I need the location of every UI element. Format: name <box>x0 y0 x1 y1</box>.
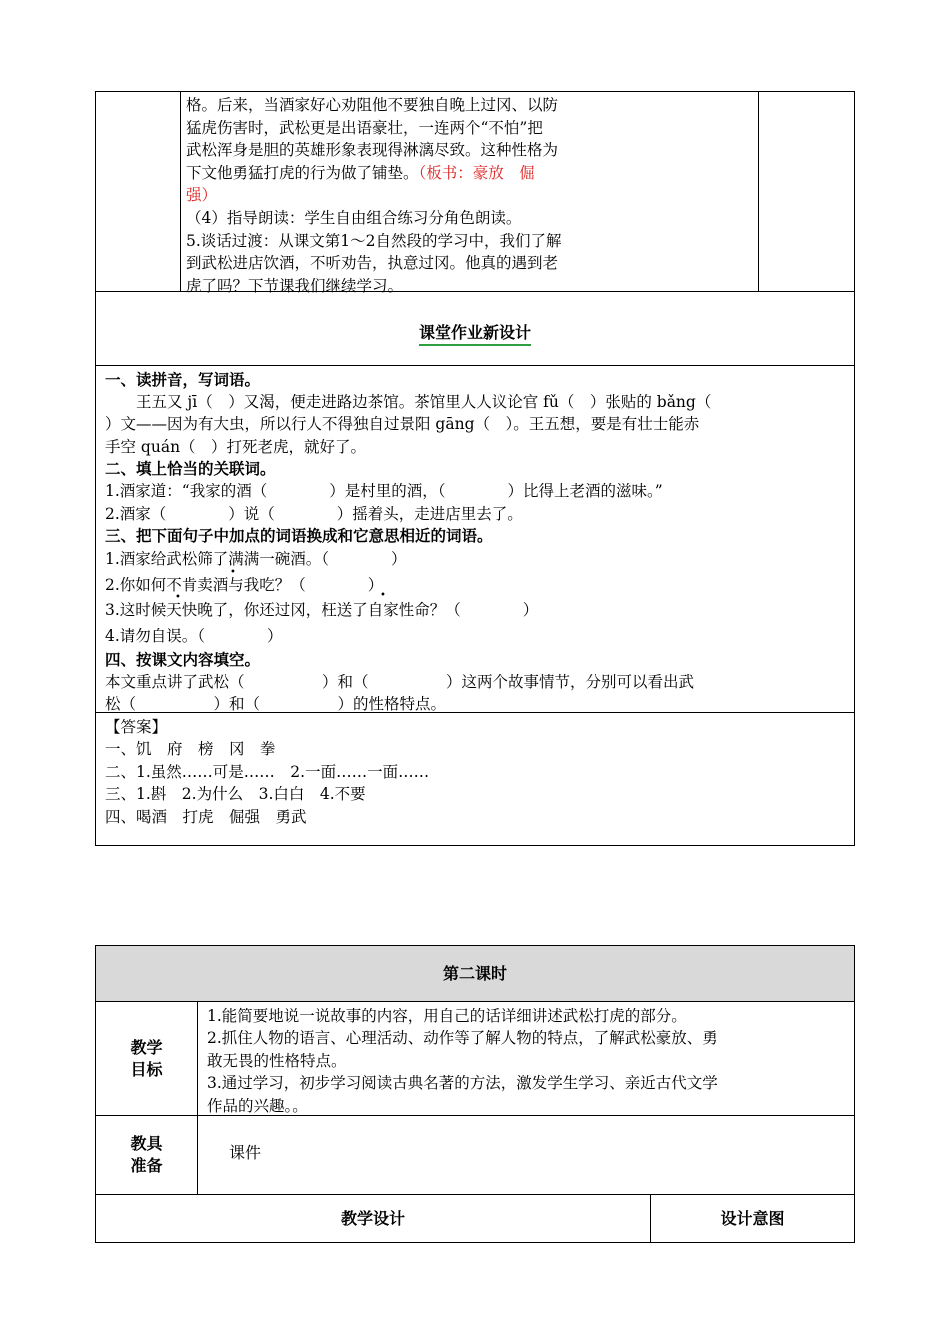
design-intent-label: 设计意图 <box>720 1209 785 1228</box>
section-title: 二、填上恰当的关联词。 <box>105 460 276 479</box>
answer-line: 一、饥 府 榜 冈 拳 <box>105 740 276 759</box>
answer-line: 三、1.斟 2.为什么 3.白白 4.不要 <box>105 785 366 804</box>
emphasis-dot: • <box>380 590 386 601</box>
design-header-row <box>96 1195 854 1242</box>
text-line <box>186 162 754 185</box>
teaching-tools-value: 课件 <box>229 1143 262 1162</box>
teaching-tools-label <box>96 1116 198 1194</box>
goal-line: 2.抓住人物的语言、心理活动、动作等了解人物的特点，了解武松豪放、勇 <box>207 1029 718 1048</box>
text-line: 虎了吗？下节课我们继续学习。 <box>186 276 404 295</box>
lesson-table-2 <box>95 945 855 1243</box>
text-line: 武松浑身是胆的英雄形象表现得淋漓尽致。这种性格为 <box>186 141 559 160</box>
section-title: 四、按课文内容填空。 <box>105 651 261 670</box>
text-line: 1.酒家道：“我家的酒（ ）是村里的酒，（ ）比得上老酒的滋味。” <box>105 482 663 501</box>
goal-line: 敢无畏的性格特点。 <box>207 1051 347 1070</box>
section-title: 一、读拼音，写词语。 <box>105 371 261 389</box>
teaching-goals-content <box>198 1002 854 1117</box>
text-line: 松（ ）和（ ）的性格特点。 <box>105 695 447 714</box>
answers-row <box>96 714 854 845</box>
text-line: ）文——因为有大虫，所以行人不得独自过景阳 gāng（ ）。王五想，要是有壮士能赤 <box>105 415 700 434</box>
teaching-design-label: 教学设计 <box>96 1195 651 1242</box>
label-line: 目标 <box>130 1059 163 1079</box>
exercises-row <box>96 366 854 713</box>
text-line: 3.这时候天快晚了，你还过冈，枉送了自家性命？（ ） <box>105 601 539 620</box>
text-line: 2.酒家（ ）说（ ）摇着头，走进店里去了。 <box>105 504 523 523</box>
lesson-period-title: 第二课时 <box>96 946 854 1002</box>
emphasis-dot: • <box>230 567 236 578</box>
text-line: 格。后来，当酒家好心劝阻他不要独自晚上过冈、以防 <box>186 96 559 114</box>
goal-line: 3.通过学习，初步学习阅读古典名著的方法，激发学生学习、亲近古代文学 <box>207 1074 718 1093</box>
text-line: 2.你如何不肯卖酒与我吃？（ ） <box>105 575 384 594</box>
emphasis-dot: • <box>175 592 181 603</box>
lesson-content-cell <box>181 92 759 295</box>
goal-line: 作品的兴趣。。 <box>207 1096 308 1115</box>
text-line: （4）指导朗读：学生自由组合练习分角色朗读。 <box>186 208 522 227</box>
label-line: 教学 <box>130 1037 163 1057</box>
teaching-goals-label <box>96 1002 198 1115</box>
text-line: 5.谈话过渡：从课文第1～2自然段的学习中，我们了解 <box>186 231 562 250</box>
homework-title: 课堂作业新设计 <box>419 320 531 346</box>
lesson-table-1 <box>95 91 855 846</box>
label-line: 准备 <box>130 1156 163 1175</box>
text-line: 本文重点讲了武松（ ）和（ ）这两个故事情节，分别可以看出武 <box>105 673 695 692</box>
text-line: 到武松进店饮酒，不听劝告，执意过冈。他真的遇到老 <box>186 254 559 273</box>
answers-title: 【答案】 <box>105 718 168 736</box>
text-line: 王五又 jī（ ）又渴，便走进路边茶馆。茶馆里人人议论官 fǔ（ ）张贴的 bǎng（ <box>105 393 712 411</box>
lesson-continuation-row <box>96 92 854 295</box>
goal-line: 1.能简要地说一说故事的内容，用自己的话详细讲述武松打虎的部分。 <box>207 1007 687 1025</box>
text-line: 手空 quán（ ）打死老虎，就好了。 <box>105 437 367 456</box>
answer-line: 二、1.虽然……可是…… 2.一面……一面…… <box>105 762 430 781</box>
text-line: 4.请勿自误。（ ） <box>105 626 283 645</box>
teaching-goals-row <box>96 1002 854 1116</box>
teaching-tools-row <box>96 1116 854 1195</box>
section-title: 三、把下面句子中加点的词语换成和它意思相近的词语。 <box>105 527 493 546</box>
text-line: 1.酒家给武松筛了满满一碗酒。（ ） <box>105 550 407 569</box>
board-note: （板书：豪放 倔 <box>418 163 535 182</box>
board-note-continued: 强） <box>186 186 218 205</box>
answer-line: 四、喝酒 打虎 倔强 勇武 <box>105 807 307 826</box>
label-cell-empty <box>96 92 181 291</box>
design-intent-cell-empty <box>760 92 855 291</box>
text-segment: 下文他勇猛打虎的行为做了铺垫。 <box>186 163 419 182</box>
text-line: 猛虎伤害时，武松更是出语豪壮，一连两个“不怕”把 <box>186 118 543 137</box>
label-line: 教具 <box>130 1134 163 1153</box>
homework-title-row <box>96 292 854 366</box>
